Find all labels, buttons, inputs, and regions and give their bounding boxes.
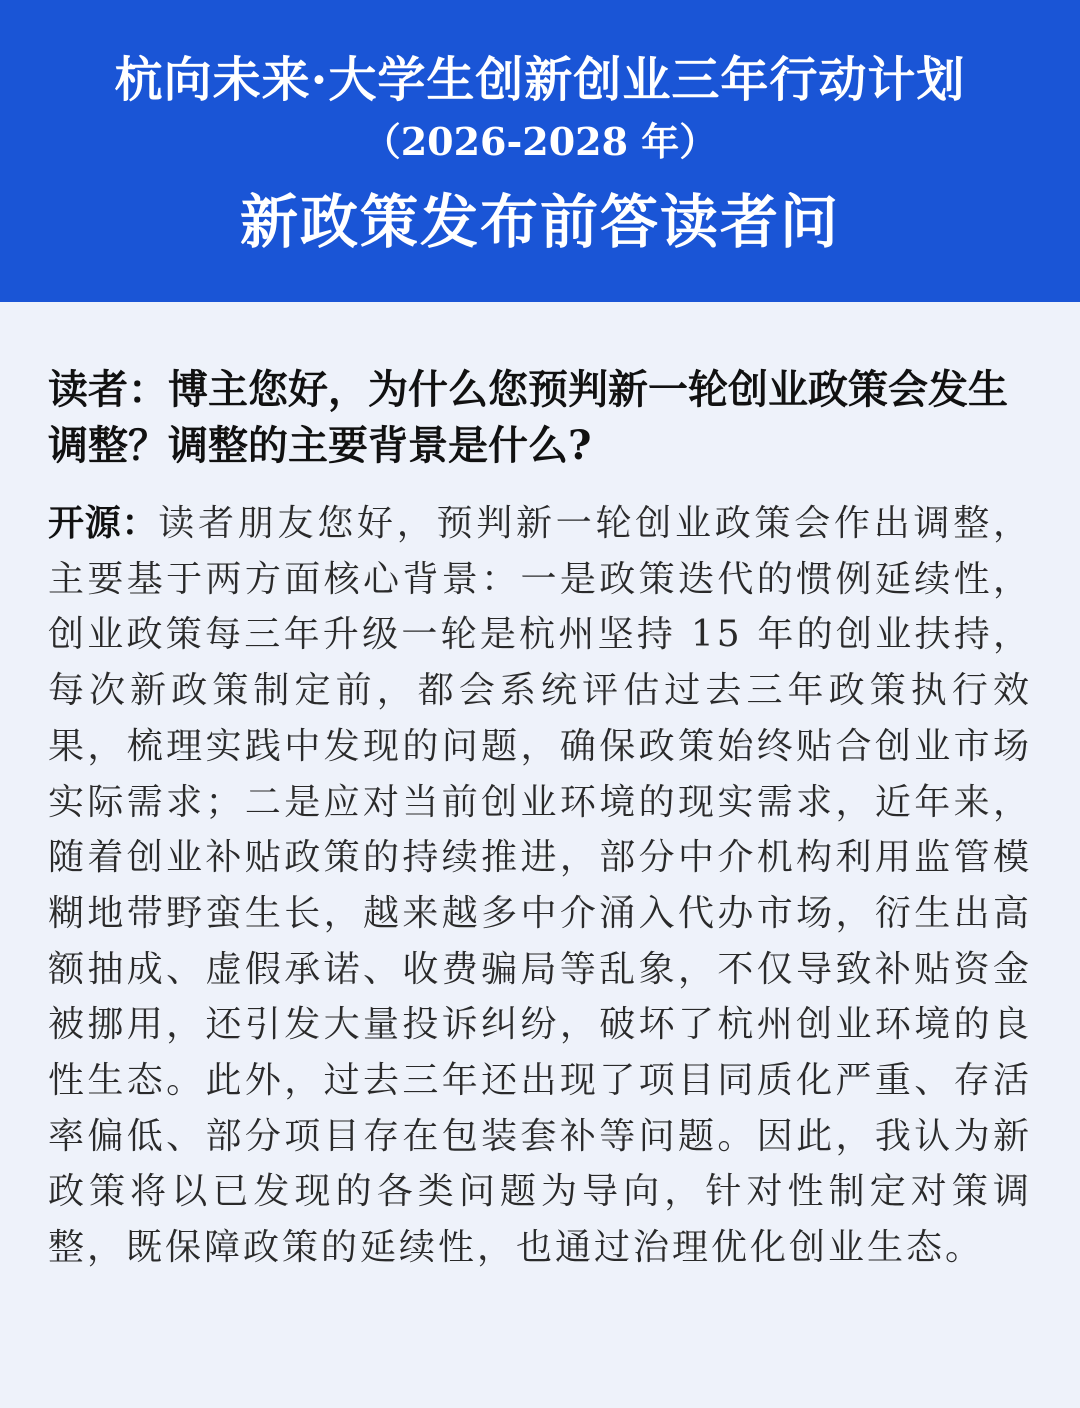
qa-content (48, 362, 1032, 1276)
reader-question: 读者：博主您好，为什么您预判新一轮创业政策会发生调整？调整的主要背景是什么? (48, 366, 1008, 469)
page-subtitle-years: （2026-2028 年） (362, 119, 718, 164)
page-title: 杭向未来·大学生创新创业三年行动计划 (114, 52, 966, 108)
page-heading: 新政策发布前答读者问 (239, 188, 840, 256)
answer-speaker-label: 开源： (48, 502, 159, 544)
answer-text: 读者朋友您好，预判新一轮创业政策会作出调整，主要基于两方面核心背景：一是政策迭代的惯例延续性，创业政策每三年升级一轮是杭州坚持 15 年的创业扶持，每次新政策制定前，都会系统评估过去三年政策执行效果，梳理实践中发现的问题，确保政策始终贴合创业市场实际需求；二是应对当前创业环境的现实需求，近年来，随着创业补贴政策的持续推进，部分中介机构利用监管模糊地带野蛮生长，越来越多中介涌入代办市场，衍生出高额抽成、虚假承诺、收费骗局等乱象，不仅导致补贴资金被挪用，还引发大量投诉纠纷，破坏了杭州创业环境的良性生态。此外，过去三年还出现了项目同质化严重、存活率偏低、部分项目存在包装套补等问题。因此，我认为新政策将以已发现的各类问题为导向，针对性制定对策调整，既保障政策的延续性，也通过治理优化创业生态。 (48, 503, 1032, 1269)
header-banner (0, 0, 1080, 302)
author-answer (48, 496, 1032, 1276)
